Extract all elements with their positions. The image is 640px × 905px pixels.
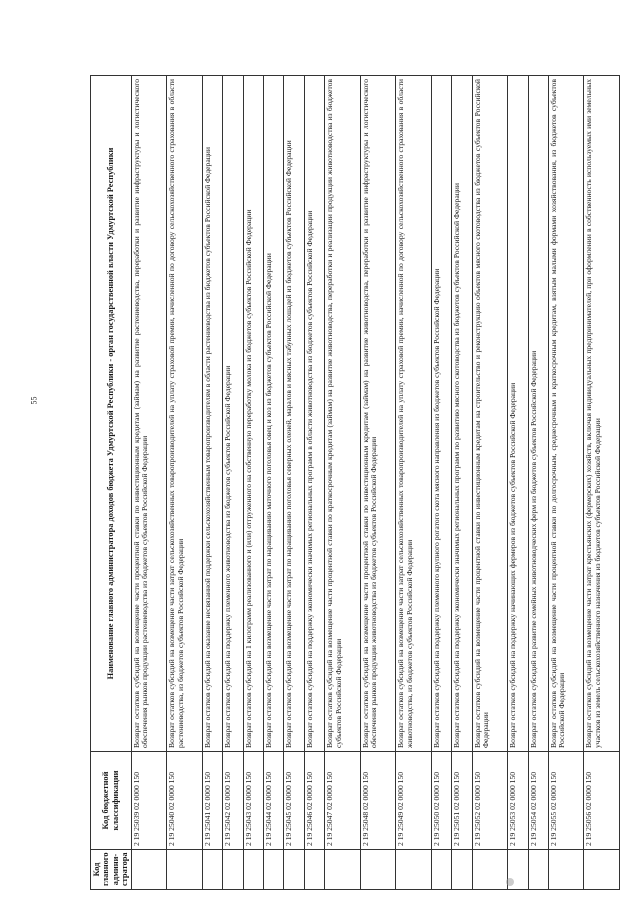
row-admin-code: [548, 850, 584, 890]
row-classification-code: 2 19 25044 02 0000 150: [263, 752, 283, 850]
row-name: Возврат остатков субсидий на развитие семейных животноводческих ферм из бюджетов субъектов Российской Федерации: [528, 76, 548, 752]
row-admin-code: [584, 850, 620, 890]
table-row: [202, 76, 222, 890]
row-classification-code: 2 19 25051 02 0000 150: [452, 752, 472, 850]
row-admin-code: [263, 850, 283, 890]
row-classification-code: 2 19 25042 02 0000 150: [223, 752, 243, 850]
table-body: [131, 76, 619, 890]
header-name: Наименование главного администратора доходов бюджета Удмуртской Республики - орган государственной власти Удмуртской Республики: [91, 76, 132, 752]
row-admin-code: [360, 850, 396, 890]
table-row: [284, 76, 304, 890]
row-name: Возврат остатков субсидий на поддержку племенного животноводства из бюджетов субъектов Российской Федерации: [223, 76, 243, 752]
table-row: [131, 76, 167, 890]
row-name: Возврат остатков субсидий на оказание несвязанной поддержки сельскохозяйственным товаропроизводителям в области растениеводства из бюджетов субъектов Российской Федерации: [202, 76, 222, 752]
row-classification-code: 2 19 25039 02 0000 150: [131, 752, 167, 850]
row-admin-code: [472, 850, 508, 890]
table-row: [223, 76, 243, 890]
row-classification-code: 2 19 25040 02 0000 150: [167, 752, 203, 850]
row-name: Возврат остатков субсидий на возмещение части процентной ставки по долгосрочным, среднесрочным и краткосрочным кредитам, взятым малыми формами хозяйствования, из бюджетов субъектов Российской Федерации: [548, 76, 584, 752]
row-name: Возврат остатков субсидий на возмещение части процентной ставки по инвестиционным кредитам на строительство и реконструкцию объектов мясного скотоводства из бюджетов субъектов Российской Федерации: [472, 76, 508, 752]
row-admin-code: [284, 850, 304, 890]
header-classification-code: Код бюджетной классификации: [91, 752, 132, 850]
row-admin-code: [223, 850, 243, 890]
table-row: [263, 76, 283, 890]
rotated-table-container: [90, 75, 620, 890]
row-name: Возврат остатков субсидий на возмещение части затрат сельскохозяйственных товаропроизводителей на уплату страховой премии, начисленной по договору сельскохозяйственного страхования в области растениеводства, из бюджетов субъектов Российской Федерации: [167, 76, 203, 752]
scan-smudge: [506, 878, 514, 886]
revenue-administrators-table: [90, 75, 620, 890]
row-name: Возврат остатков субсидий на возмещение части затрат по наращиванию маточного поголовья овец и коз из бюджетов субъектов Российской Федерации: [263, 76, 283, 752]
row-admin-code: [528, 850, 548, 890]
table-row: [548, 76, 584, 890]
header-admin-code: Код главного админи-стратора: [91, 850, 132, 890]
table-row: [167, 76, 203, 890]
row-classification-code: 2 19 25049 02 0000 150: [396, 752, 432, 850]
row-admin-code: [167, 850, 203, 890]
table-row: [584, 76, 620, 890]
table-row: [243, 76, 263, 890]
row-classification-code: 2 19 25048 02 0000 150: [360, 752, 396, 850]
row-admin-code: [243, 850, 263, 890]
table-row: [528, 76, 548, 890]
row-name: Возврат остатков субсидий на 1 килограмм реализованного и (или) отгруженного на собственную переработку молока из бюджетов субъектов Российской Федерации: [243, 76, 263, 752]
row-classification-code: 2 19 25045 02 0000 150: [284, 752, 304, 850]
table-row: [360, 76, 396, 890]
row-name: Возврат остатков субсидий на возмещение части затрат крестьянских (фермерских) хозяйств, включая индивидуальных предпринимателей, при оформлении в собственность используемых ими земельных участков из земель сельскохозяйственного назначения из бюджетов субъектов Российской Федерации: [584, 76, 620, 752]
table-row: [452, 76, 472, 890]
table-row: [508, 76, 528, 890]
table-row: [304, 76, 324, 890]
row-admin-code: [325, 850, 361, 890]
row-classification-code: 2 19 25056 02 0000 150: [584, 752, 620, 850]
row-name: Возврат остатков субсидий на возмещение части процентной ставки по инвестиционным кредитам (займам) на развитие растениеводства, переработки и развитие инфраструктуры и логистического обеспечения рынков продукции растениеводства из бюджетов субъектов Российской Федерации: [131, 76, 167, 752]
row-name: Возврат остатков субсидий на возмещение части процентной ставки по инвестиционным кредитам (займам) на развитие животноводства, переработки и развитие инфраструктуры и логистического обеспечения рынков продукции животноводства из бюджетов субъектов Российской Федерации: [360, 76, 396, 752]
row-name: Возврат остатков субсидий на поддержку экономически значимых региональных программ по развитию мясного скотоводства из бюджетов субъектов Российской Федерации: [452, 76, 472, 752]
row-name: Возврат остатков субсидий на поддержку начинающих фермеров из бюджетов субъектов Российской Федерации: [508, 76, 528, 752]
row-name: Возврат остатков субсидий на возмещение части затрат по наращиванию поголовья северных оленей, маралов и мясных табунных лошадей из бюджетов субъектов Российской Федерации: [284, 76, 304, 752]
row-admin-code: [202, 850, 222, 890]
row-classification-code: 2 19 25052 02 0000 150: [472, 752, 508, 850]
table-header-row: [91, 76, 132, 890]
row-admin-code: [452, 850, 472, 890]
row-name: Возврат остатков субсидий на возмещение части затрат сельскохозяйственных товаропроизводителей на уплату страховой премии, начисленной по договору сельскохозяйственного страхования в области животноводства, из бюджетов субъектов Российской Федерации: [396, 76, 432, 752]
row-name: Возврат остатков субсидий на поддержку племенного крупного рогатого скота мясного направления из бюджетов субъектов Российской Федерации: [431, 76, 451, 752]
row-classification-code: 2 19 25046 02 0000 150: [304, 752, 324, 850]
row-name: Возврат остатков субсидий на поддержку экономически значимых региональных программ в области животноводства из бюджетов субъектов Российской Федерации: [304, 76, 324, 752]
row-classification-code: 2 19 25055 02 0000 150: [548, 752, 584, 850]
row-classification-code: 2 19 25041 02 0000 150: [202, 752, 222, 850]
row-classification-code: 2 19 25047 02 0000 150: [325, 752, 361, 850]
row-classification-code: 2 19 25050 02 0000 150: [431, 752, 451, 850]
row-admin-code: [431, 850, 451, 890]
table-row: [396, 76, 432, 890]
table-row: [472, 76, 508, 890]
row-admin-code: [396, 850, 432, 890]
row-classification-code: 2 19 25053 02 0000 150: [508, 752, 528, 850]
row-classification-code: 2 19 25043 02 0000 150: [243, 752, 263, 850]
row-admin-code: [131, 850, 167, 890]
page-number: 55: [29, 396, 39, 405]
row-admin-code: [304, 850, 324, 890]
table-row: [431, 76, 451, 890]
row-classification-code: 2 19 25054 02 0000 150: [528, 752, 548, 850]
row-name: Возврат остатков субсидий на возмещение части процентной ставки по краткосрочным кредитам (займам) на развитие животноводства, переработки и реализации продукции животноводства из бюджетов субъектов Российской Федерации: [325, 76, 361, 752]
table-row: [325, 76, 361, 890]
